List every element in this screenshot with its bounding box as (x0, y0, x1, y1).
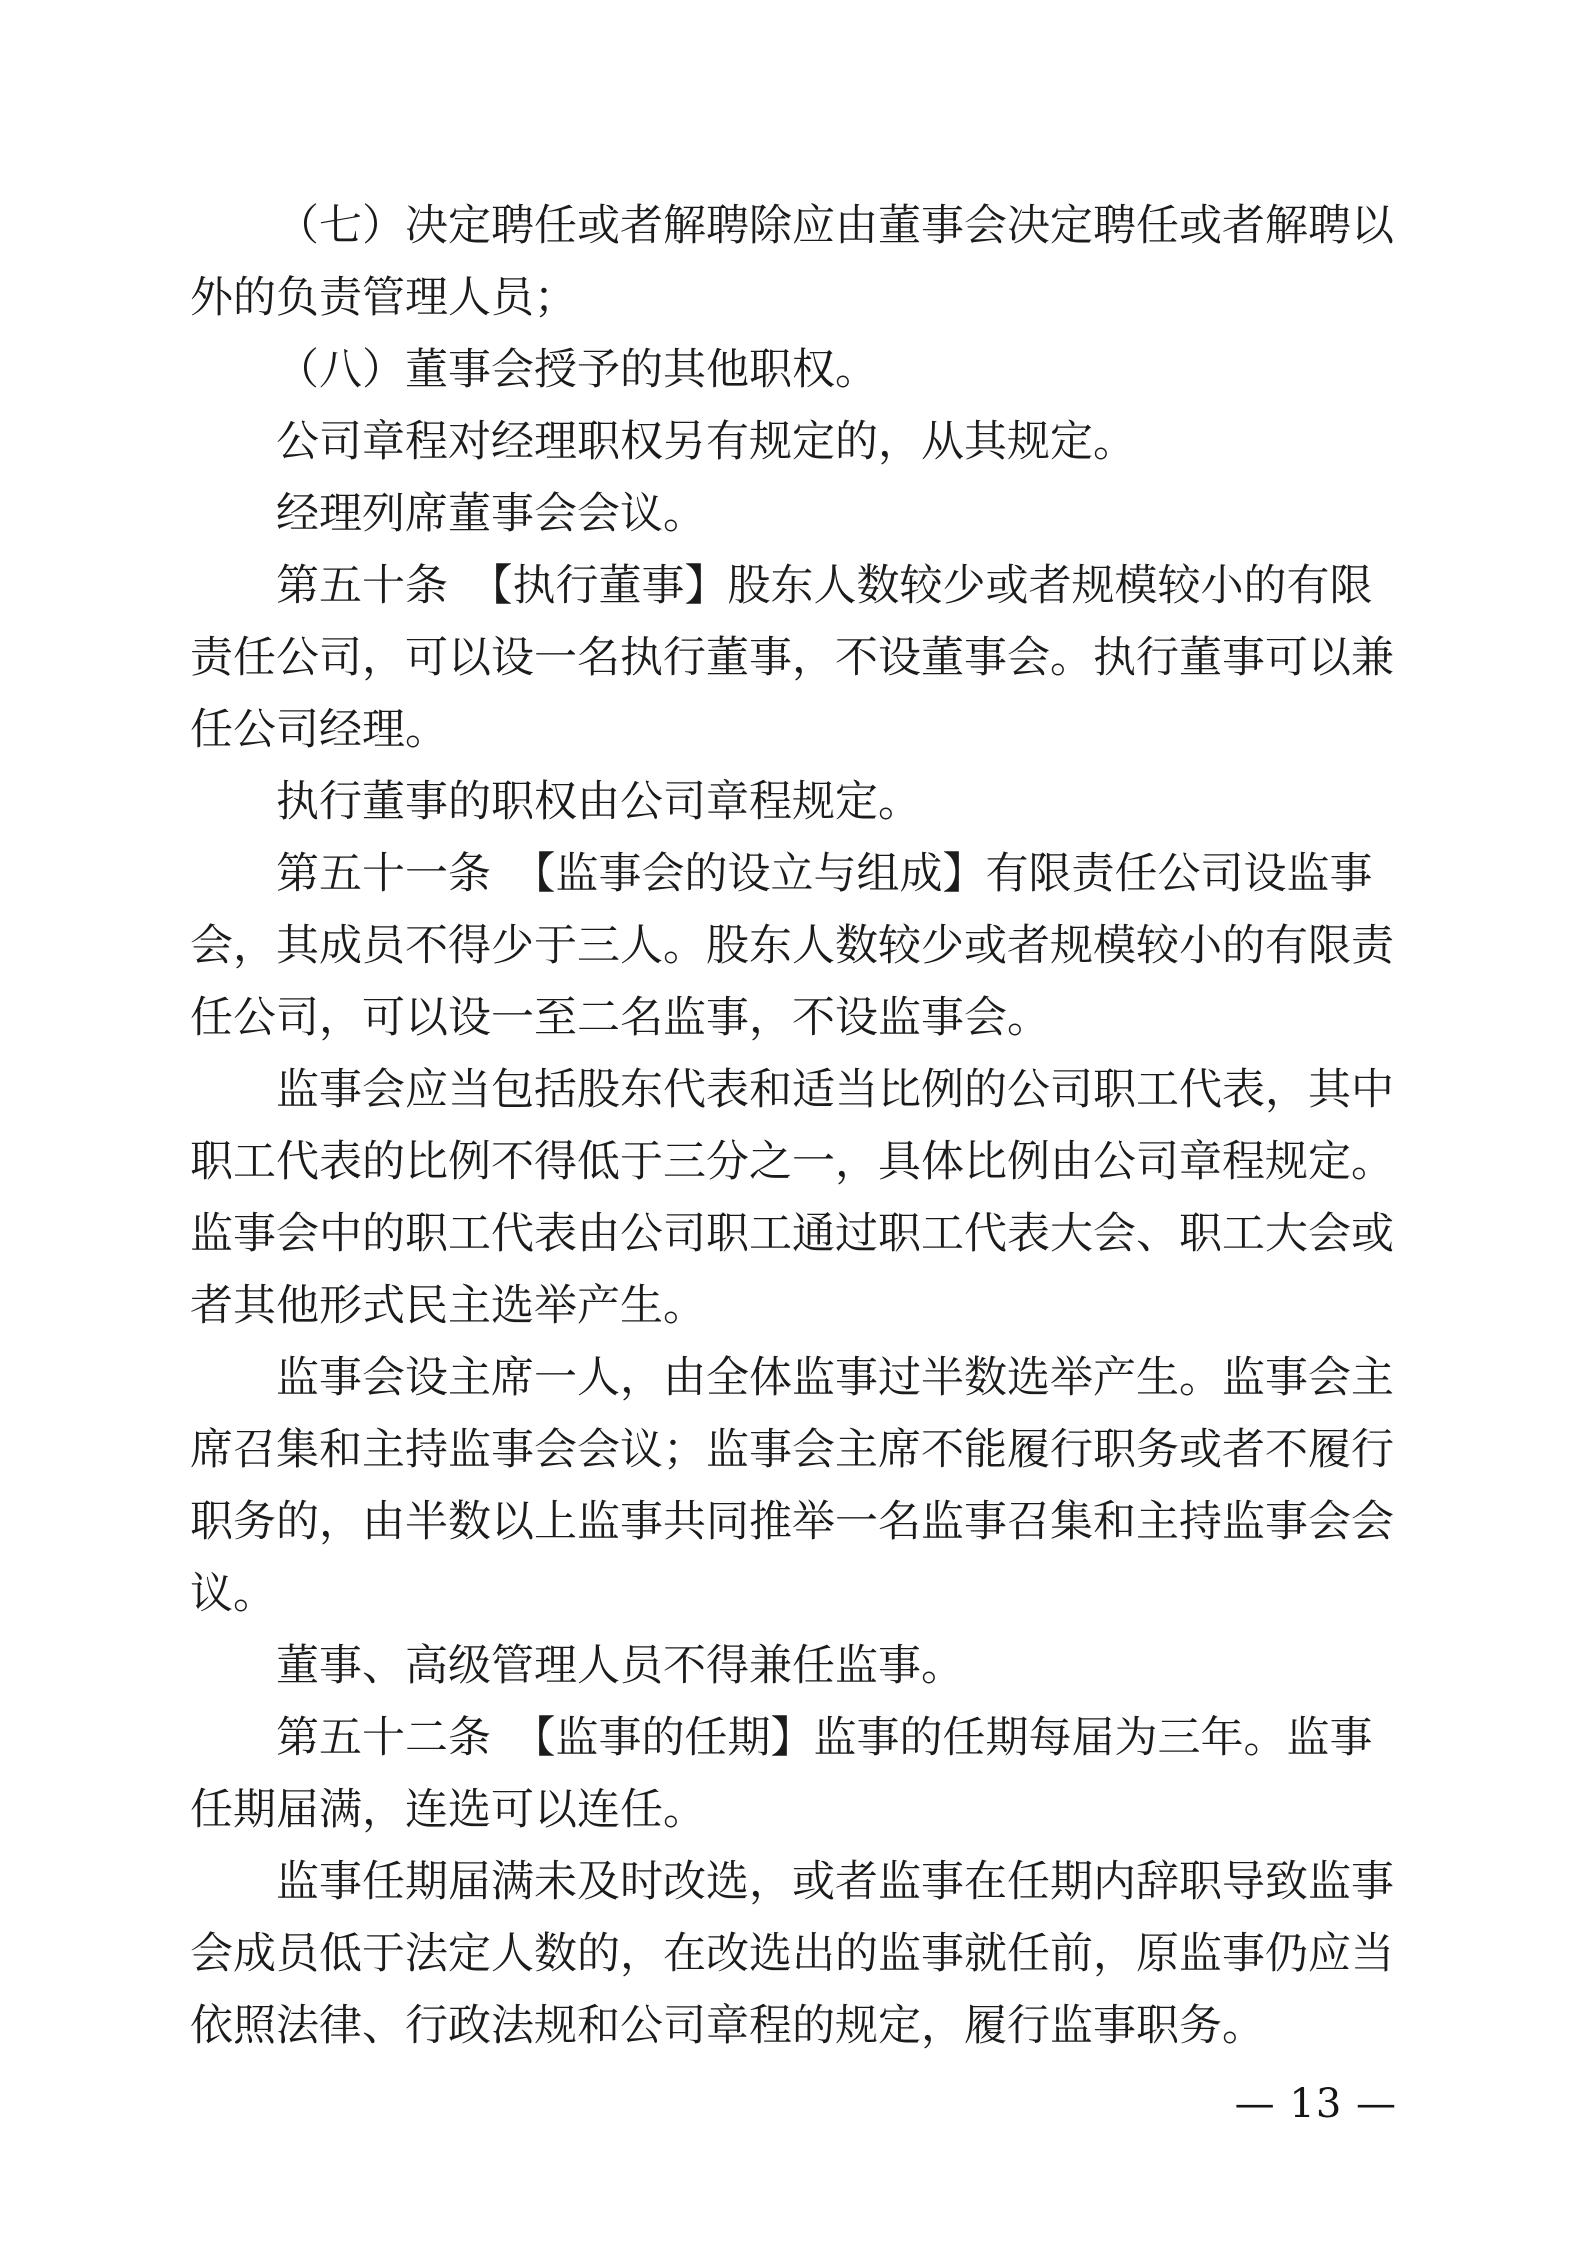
text-line: 第五十一条 【监事会的设立与组成】有限责任公司设监事 (276, 849, 1373, 899)
text-line: 者其他形式民主选举产生。 (190, 1281, 706, 1331)
text-line: 依照法律、行政法规和公司章程的规定，履行监事职务。 (190, 2001, 1265, 2051)
text-line: 监事任期届满未及时改选，或者监事在任期内辞职导致监事 (276, 1857, 1394, 1907)
text-line: 席召集和主持监事会会议；监事会主席不能履行职务或者不履行 (190, 1425, 1394, 1475)
body-text (190, 190, 1404, 2062)
text-line: 公司章程对经理职权另有规定的，从其规定。 (276, 417, 1136, 467)
text-line: 责任公司，可以设一名执行董事，不设董事会。执行董事可以兼 (190, 633, 1394, 683)
text-line: 任期届满，连选可以连任。 (190, 1785, 706, 1835)
text-line: 第五十二条 【监事的任期】监事的任期每届为三年。监事 (276, 1713, 1373, 1763)
text-line: 职务的，由半数以上监事共同推举一名监事召集和主持监事会会 (190, 1497, 1394, 1547)
text-line: 董事、高级管理人员不得兼任监事。 (276, 1641, 964, 1691)
text-line: 职工代表的比例不得低于三分之一，具体比例由公司章程规定。 (190, 1137, 1394, 1187)
text-line: 外的负责管理人员； (190, 273, 577, 323)
text-line: 第五十条 【执行董事】股东人数较少或者规模较小的有限 (276, 561, 1373, 611)
text-line: 执行董事的职权由公司章程规定。 (276, 777, 921, 827)
text-line: 会，其成员不得少于三人。股东人数较少或者规模较小的有限责 (190, 921, 1394, 971)
text-line: 任公司，可以设一至二名监事，不设监事会。 (190, 993, 1050, 1043)
page-number: — 13 — (1234, 2081, 1397, 2127)
text-line: 监事会应当包括股东代表和适当比例的公司职工代表，其中 (276, 1065, 1394, 1115)
text-line: 任公司经理。 (190, 705, 448, 755)
text-line: （七）决定聘任或者解聘除应由董事会决定聘任或者解聘以 (276, 201, 1394, 251)
text-line: 监事会设主席一人，由全体监事过半数选举产生。监事会主 (276, 1353, 1394, 1403)
text-line: 议。 (190, 1569, 276, 1619)
text-line: 经理列席董事会会议。 (276, 489, 706, 539)
text-line: 监事会中的职工代表由公司职工通过职工代表大会、职工大会或 (190, 1209, 1394, 1259)
text-line: （八）董事会授予的其他职权。 (276, 345, 878, 395)
text-line: 会成员低于法定人数的，在改选出的监事就任前，原监事仍应当 (190, 1929, 1394, 1979)
